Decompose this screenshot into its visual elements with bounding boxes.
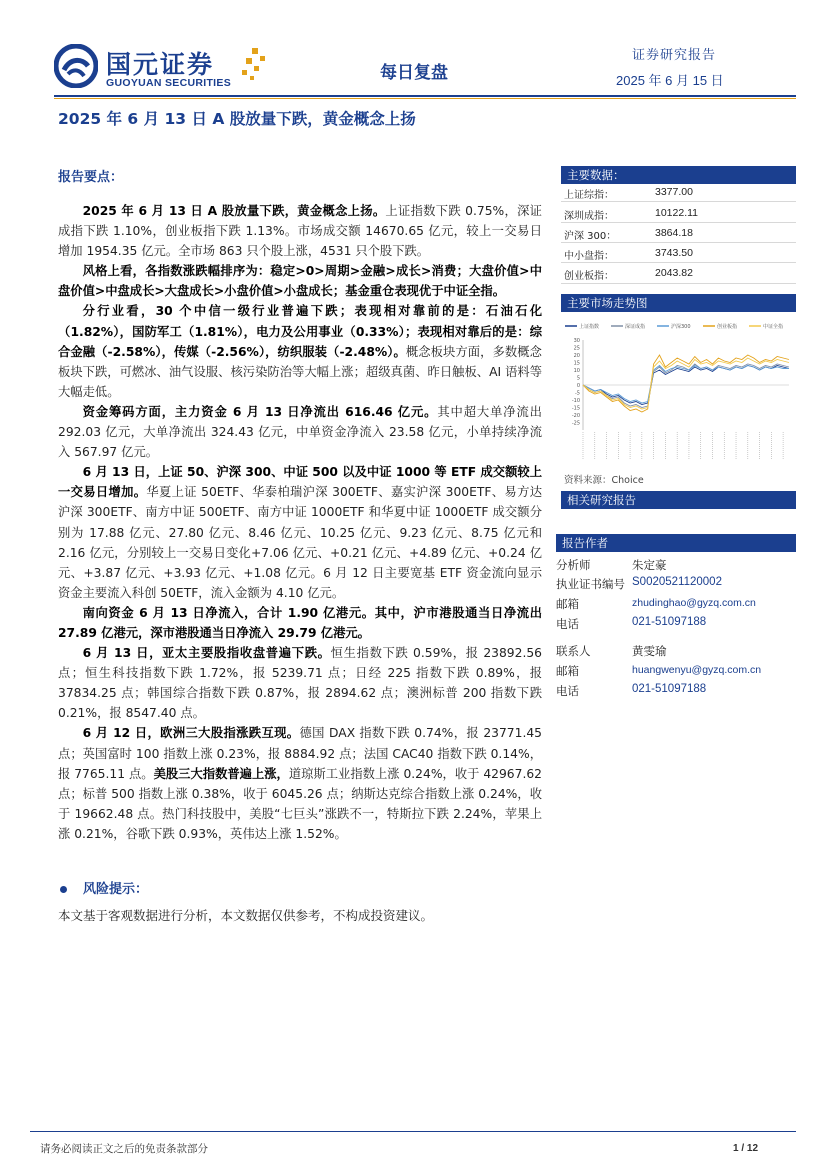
y-tick-label: 10 <box>573 368 580 374</box>
analyst-name: 朱定豪 <box>632 558 667 572</box>
key-points-heading: 报告要点： <box>58 170 124 185</box>
logo-sparkle-icon <box>240 46 270 86</box>
related-reports-heading: 相关研究报告 <box>561 491 796 509</box>
report-date: 2025 年 6 月 15 日 <box>616 73 724 88</box>
row-divider <box>561 222 796 223</box>
contact-label: 联系人 <box>556 644 591 658</box>
paragraph: 6 月 13 日，亚太主要股指收盘普遍下跌。恒生指数下跌 0.59%，报 23892.56 点；恒生科技指数下跌 1.72%，报 5239.71 点；日经 225 指数下跌 0.89%，报 37834.25 点；韩国综合指数下跌 0.87%，报 2894.62 点；澳洲标普 200 指数下跌 0.21%，报 8547.40 点。 <box>58 646 542 721</box>
logo-emblem-icon <box>54 44 98 88</box>
legend-label: 中证全指 <box>763 324 784 330</box>
y-tick-label: 0 <box>576 383 580 389</box>
analyst-label: 分析师 <box>556 558 591 572</box>
trend-heading: 主要市场走势图 <box>561 294 796 312</box>
email-label: 邮箱 <box>556 664 579 678</box>
chart-source: 资料来源：Choice <box>564 475 644 486</box>
trend-chart-svg <box>561 318 796 468</box>
y-tick-label: -20 <box>571 413 580 419</box>
report-type: 每日复盘 <box>380 63 448 83</box>
row-divider <box>561 283 796 284</box>
logo-text-cn: 国元证券 <box>106 50 215 79</box>
paragraph: 分行业看，30 个中信一级行业普遍下跌；表现相对靠前的是：石油石化（1.82%），国防军工（1.81%），电力及公用事业（0.33%）；表现相对靠后的是：综合金融（-2.58%），传媒（-2.56%），纺织服装（-2.48%）。概念板块方面，多数概念板块下跌，可燃冰、油气设服、核污染防治等大幅上涨；超级真菌、昨日触板、AI 语料等大幅走低。 <box>58 304 542 399</box>
contact-name: 黄雯瑜 <box>632 644 667 658</box>
risk-heading: 风险提示： <box>58 878 148 897</box>
main-data-heading: 主要数据： <box>561 166 796 184</box>
analyst-email[interactable]: zhudinghao@gyzq.com.cn <box>632 597 756 609</box>
main-content <box>58 201 542 844</box>
logo-text-en: GUOYUAN SECURITIES <box>106 77 231 89</box>
y-tick-label: -10 <box>571 398 580 404</box>
market-trend-chart <box>561 318 796 468</box>
footer-divider <box>30 1131 796 1132</box>
report-category: 证券研究报告 <box>632 48 717 63</box>
legend-label: 创业板指 <box>717 324 738 330</box>
row-divider <box>561 262 796 263</box>
y-tick-label: 20 <box>573 353 580 359</box>
y-tick-label: 25 <box>573 345 580 352</box>
row-divider <box>561 201 796 202</box>
y-tick-label: -5 <box>575 390 580 397</box>
analyst-phone: 021-51097188 <box>632 616 707 628</box>
paragraph: 6 月 13 日，上证 50、沪深 300、中证 500 以及中证 1000 等 ETF 成交额较上一交易日增加。华夏上证 50ETF、华泰柏瑞沪深 300ETF、嘉实沪深 300ETF、易方达沪深 300ETF、南方中证 500ETF、南方中证 1000ETF 和华夏中证 1000ETF 成交额分别为 17.88 亿元、27.80 亿元、8.46 亿元、10.25 亿元、9.23 亿元、8.75 亿元和 2.16 亿元，分别较上一交易日变化+7.06 亿元、+0.21 亿元、+4.89 亿元、+0.24 亿元、+3.87 亿元、+3.93 亿元、+1.08 亿元。6 月 12 日主要宽基 ETF 资金流向显示资金主要流入科创 50ETF，流入金额为 4.10 亿元。 <box>58 465 542 600</box>
paragraph: 6 月 12 日，欧洲三大股指涨跌互现。德国 DAX 指数下跌 0.74%，报 23771.45 点；英国富时 100 指数上涨 0.23%，报 8884.92 点；法国 CAC40 指数下跌 0.14%，报 7765.11 点。美股三大指数普遍上涨，道琼斯工业指数上涨 0.24%，收于 42967.62 点；标普 500 指数上涨 0.38%，收于 6045.26 点；纳斯达克综合指数上涨 0.24%，收于 19662.48 点。热门科技股中，美股“七巨头”涨跌不一，特斯拉下跌 2.24%，苹果上涨 0.21%，谷歌下跌 0.93%，英伟达上涨 1.52%。 <box>58 726 542 841</box>
phone-label: 电话 <box>556 684 579 698</box>
email-label: 邮箱 <box>556 597 579 611</box>
contact-email[interactable]: huangwenyu@gyzq.com.cn <box>632 664 762 676</box>
page-number: 1 / 12 <box>733 1143 759 1154</box>
header-divider-accent <box>54 98 796 99</box>
y-tick-label: -15 <box>571 405 580 412</box>
paragraph: 2025 年 6 月 13 日 A 股放量下跌，黄金概念上扬。上证指数下跌 0.75%，深证成指下跌 1.10%，创业板指下跌 1.13%。市场成交额 14670.65 亿元，较上一交易日增加 1954.35 亿元。全市场 863 只个股上涨，4531 只个股下跌。 <box>58 204 542 259</box>
paragraph: 风格上看，各指数涨跌幅排序为：稳定>0>周期>金融>成长>消费；大盘价值>中盘价值>中盘成长>大盘成长>小盘价值>小盘成长；基金重仓表现优于中证全指。 <box>58 264 542 299</box>
header-divider <box>54 95 796 97</box>
y-tick-label: 15 <box>573 360 580 367</box>
paragraph: 南向资金 6 月 13 日净流入，合计 1.90 亿港元。其中，沪市港股通当日净流出 27.89 亿港元，深市港股通当日净流入 29.79 亿港元。 <box>58 605 542 640</box>
cert-label: 执业证书编号 <box>556 577 625 591</box>
footer-disclaimer: 请务必阅读正文之后的免责条款部分 <box>40 1143 208 1155</box>
row-divider <box>561 242 796 243</box>
y-tick-label: -25 <box>571 420 580 427</box>
risk-text: 本文基于客观数据进行分析，本文数据仅供参考，不构成投资建议。 <box>58 908 434 923</box>
paragraph: 资金筹码方面，主力资金 6 月 13 日净流出 616.46 亿元。其中超大单净流出 292.03 亿元，大单净流出 324.43 亿元，中单资金净流入 23.58 亿元，小单持续净流入 567.97 亿元。 <box>58 404 542 460</box>
report-title: 2025 年 6 月 13 日 A 股放量下跌，黄金概念上扬 <box>58 110 416 128</box>
company-logo <box>54 44 274 94</box>
legend-label: 上证指数 <box>579 324 600 330</box>
y-tick-label: 5 <box>576 375 580 382</box>
bullet-icon <box>60 886 67 893</box>
phone-label: 电话 <box>556 617 579 631</box>
legend-label: 深证成指 <box>625 324 646 330</box>
contact-phone: 021-51097188 <box>632 683 707 695</box>
y-tick-label: 30 <box>573 338 580 344</box>
legend-label: 沪深300 <box>671 324 691 330</box>
authors-heading: 报告作者 <box>556 534 796 552</box>
cert-number: S0020521120002 <box>632 576 722 588</box>
